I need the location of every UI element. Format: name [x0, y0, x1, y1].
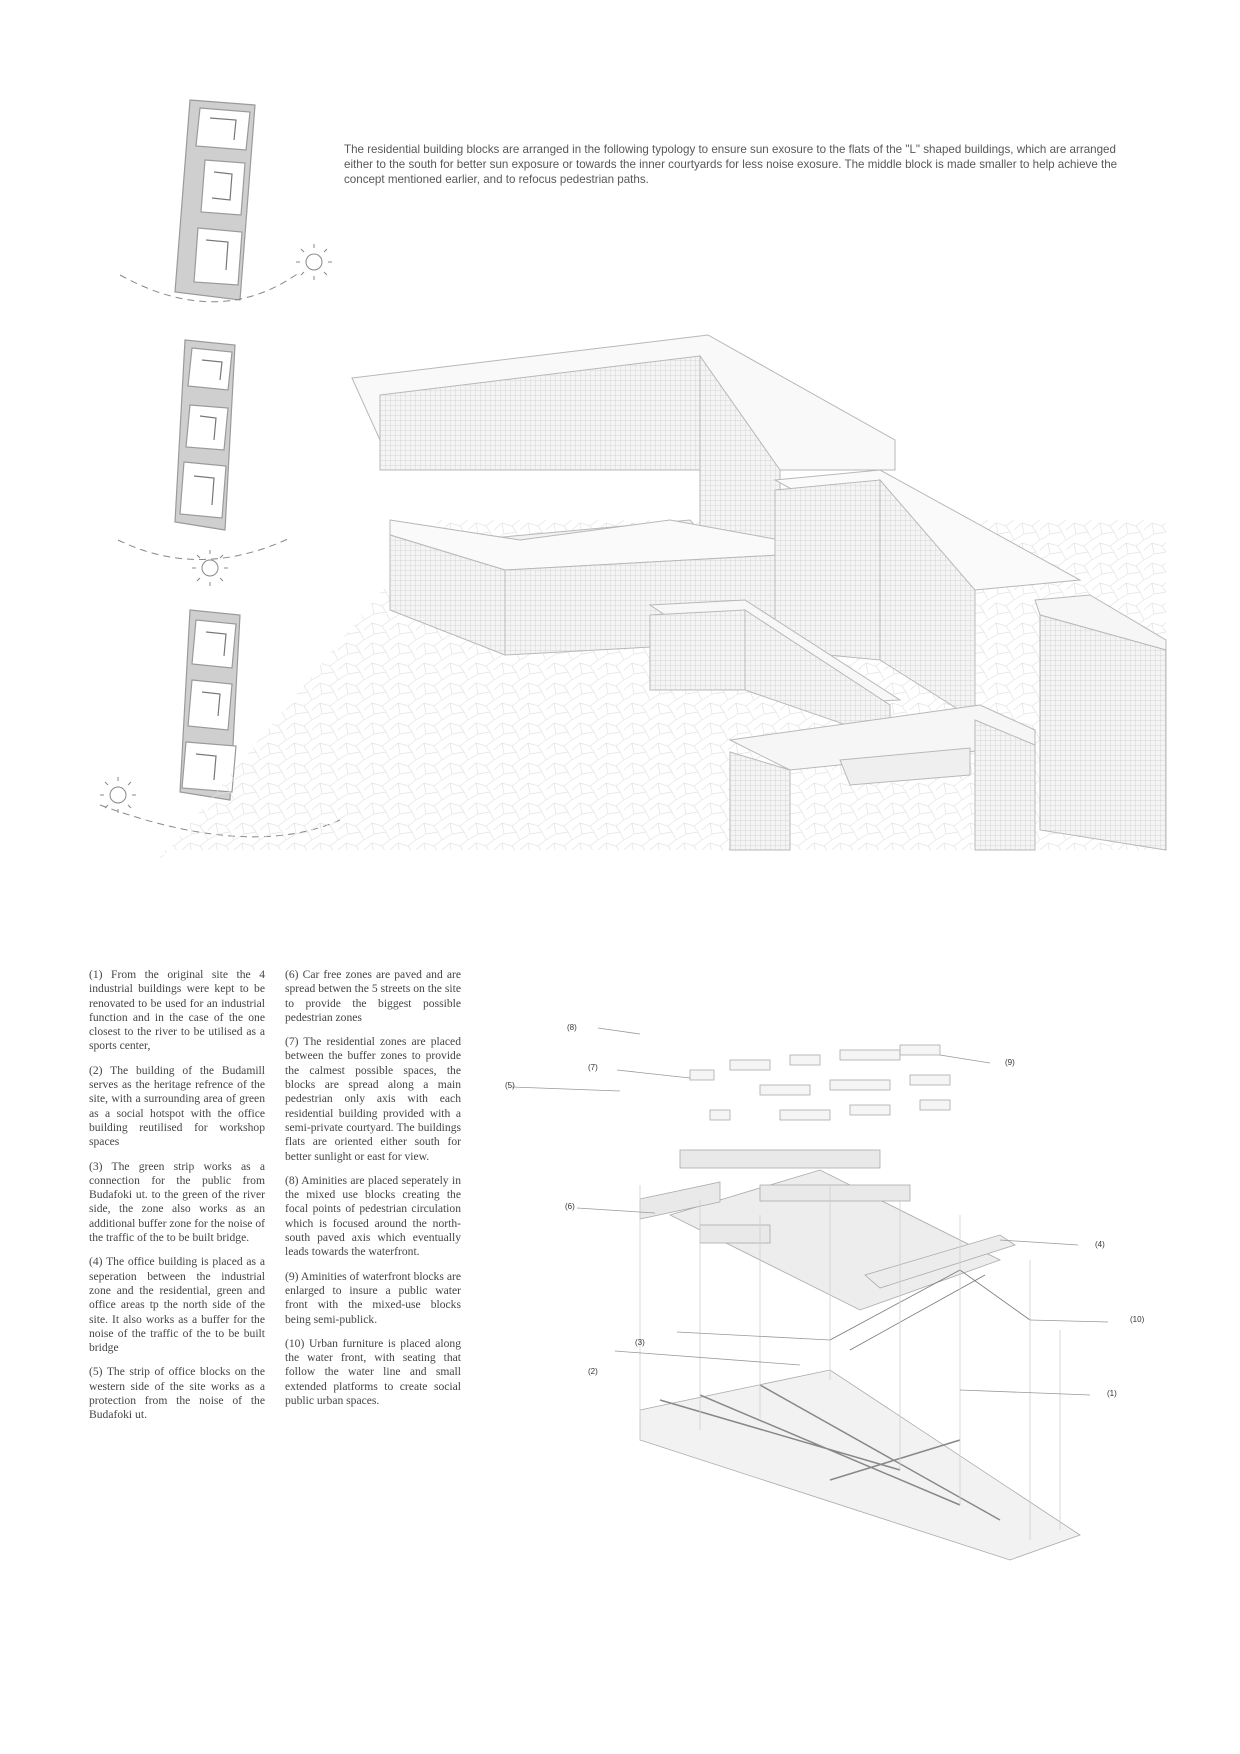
notes-column-right	[285, 968, 461, 1418]
label-9: (9)	[1005, 1058, 1015, 1067]
label-2: (2)	[588, 1367, 598, 1376]
sun-path-2	[118, 538, 290, 560]
note-1: (1) From the original site the 4 industrial buildings were kept to be renovated to be used for an industrial function and in the case of the one closest to the river to be utilised as a sports center,	[89, 968, 265, 1053]
residential-block-layer	[640, 1150, 910, 1243]
paved-layer	[670, 1170, 1000, 1310]
label-6: (6)	[565, 1202, 575, 1211]
note-10: (10) Urban furniture is placed along the water front, with seating that follow the water line and small extended platforms to create social public urban spaces.	[285, 1336, 461, 1408]
site-base-layer	[640, 1370, 1080, 1560]
sun-icon-1	[296, 244, 332, 280]
typology-diagram-3	[180, 610, 240, 800]
note-7: (7) The residential zones are placed between the buffer zones to provide the calmest possible spaces, the blocks are spread along a main pedestrian only axis with each residential building provided with a semi-private courtyard. The buildings flats are oriented either south for better sunlight or east for view.	[285, 1035, 461, 1163]
note-4: (4) The office building is placed as a seperation between the industrial zone and the residential, green and office areas tp the north side of the site. It also works as a buffer for the noise of the traffic of the to be built bridge	[89, 1255, 265, 1355]
note-5: (5) The strip of office blocks on the western side of the site works as a protection from the noise of the Budafoki ut.	[89, 1365, 265, 1422]
note-9: (9) Aminities of waterfront blocks are enlarged to insure a public water front with the mixed-use blocks being semi-publick.	[285, 1269, 461, 1326]
label-10: (10)	[1130, 1315, 1145, 1324]
intro-paragraph: The residential building blocks are arranged in the following typology to ensure sun exosure to the flats of the "L" shaped buildings, which are arranged either to the south for better sun exposure or towards the inner courtyards for less noise exosure. The middle block is made smaller to help achieve the concept mentioned earlier, and to refocus pedestrian paths.	[344, 143, 1118, 187]
office-block-bar	[865, 1235, 1015, 1288]
label-8: (8)	[567, 1023, 577, 1032]
label-4: (4)	[1095, 1240, 1105, 1249]
note-2: (2) The building of the Budamill serves as the heritage refrence of the site, with a surrounding area of green as a social hotspot with the office building reutilised for workshop spaces	[89, 1063, 265, 1149]
note-3: (3) The green strip works as a connection for the public from Budafoki ut. to the green of the river side, the zone also works as an additional buffer zone for the noise of the traffic of the to be built bridge.	[89, 1159, 265, 1245]
note-6: (6) Car free zones are paved and are spread betwen the 5 streets on the site to provide the biggest possible pedestrian zones	[285, 968, 461, 1024]
label-3: (3)	[635, 1338, 645, 1347]
label-1: (1)	[1107, 1389, 1117, 1398]
mixed-use-blocks	[690, 1045, 950, 1120]
typology-diagram-1	[175, 100, 255, 300]
notes-column-left	[89, 968, 265, 1433]
typology-diagram-2	[175, 340, 235, 530]
sun-icon-2	[192, 550, 228, 586]
perspective-render	[160, 335, 1166, 860]
sun-icon-3	[100, 777, 136, 813]
label-5: (5)	[505, 1081, 515, 1090]
label-7: (7)	[588, 1063, 598, 1072]
note-8: (8) Aminities are placed seperately in the mixed use blocks creating the focal points of pedestrian circulation which is focused around the north-south paved axis which eventually leads towards the waterfront.	[285, 1173, 461, 1259]
residential-typology-illustration	[0, 0, 1240, 860]
